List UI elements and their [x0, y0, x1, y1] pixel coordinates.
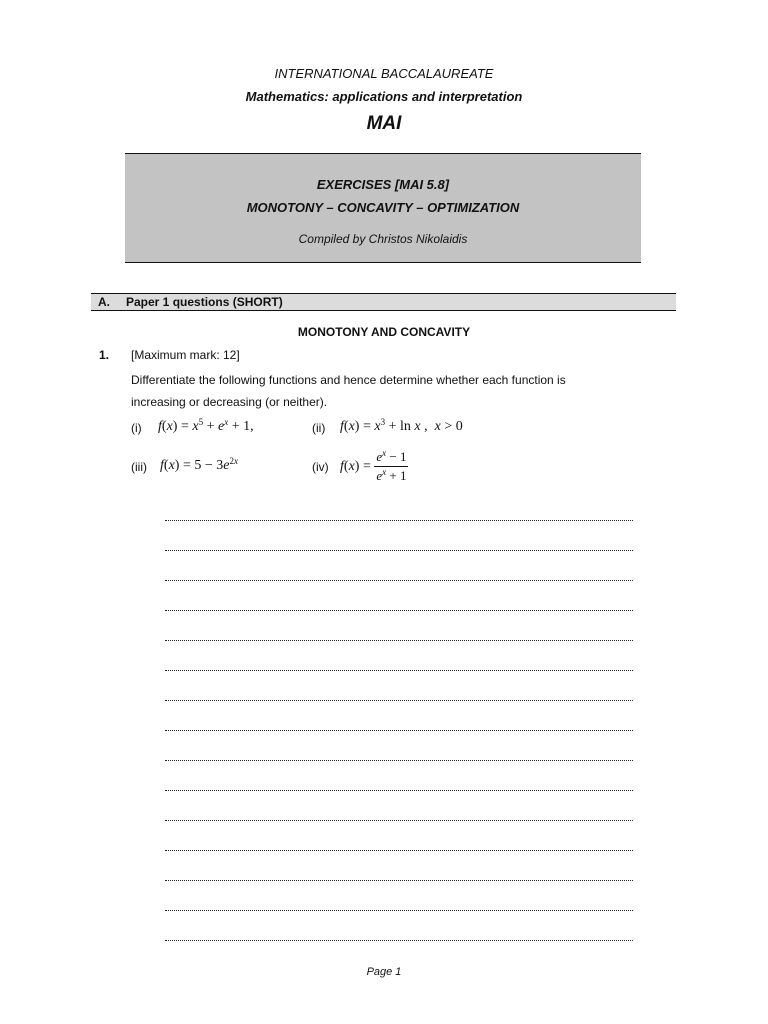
answer-line — [165, 820, 633, 821]
answer-line — [165, 520, 633, 521]
part-label-i: (i) — [131, 421, 142, 435]
exercise-title: EXERCISES [MAI 5.8] — [316, 177, 450, 192]
compiler-credit: Compiled by Christos Nikolaidis — [298, 232, 468, 246]
page-number: Page 1 — [366, 966, 402, 978]
part-expression-ii: $f(x) = x^3 + \ln x$ , x > 0 — [340, 417, 463, 434]
part-expression-iii: $f(x) = 5 - 3e^{2x}$ — [160, 456, 238, 473]
answer-line — [165, 880, 633, 881]
answer-line — [165, 580, 633, 581]
section-title: Paper 1 questions (SHORT) — [126, 295, 283, 309]
answer-line — [165, 610, 633, 611]
answer-line — [165, 670, 633, 671]
part-label-iv: (iv) — [312, 460, 329, 474]
title-banner — [125, 153, 641, 263]
part-label-ii: (ii) — [312, 421, 326, 435]
institution-name: INTERNATIONAL BACCALAUREATE — [274, 66, 494, 81]
answer-line — [165, 550, 633, 551]
course-code: MAI — [366, 113, 402, 134]
answer-line — [165, 910, 633, 911]
part-expression-i: $f(x) = x^5 + e^x + 1$, — [158, 417, 254, 434]
exercise-subtitle: MONOTONY – CONCAVITY – OPTIMIZATION — [246, 200, 520, 215]
answer-line — [165, 940, 633, 941]
answer-line — [165, 850, 633, 851]
question-text-line-2: increasing or decreasing (or neither). — [131, 395, 328, 409]
subsection-title: MONOTONY AND CONCAVITY — [297, 325, 471, 339]
answer-line — [165, 760, 633, 761]
answer-line — [165, 730, 633, 731]
answer-line — [165, 640, 633, 641]
part-expression-iv: f(x) = $\frac{e^x - 1}{e^x + 1}$ — [340, 448, 407, 483]
question-text-line-1: Differentiate the following functions and hence determine whether each function is — [131, 373, 566, 387]
answer-line — [165, 790, 633, 791]
answer-line — [165, 700, 633, 701]
course-subject: Mathematics: applications and interpretation — [245, 89, 523, 104]
section-letter: A. — [98, 295, 110, 309]
question-marks: [Maximum mark: 12] — [131, 348, 240, 362]
question-number: 1. — [99, 348, 110, 362]
fraction: $\frac{e^x - 1}{e^x + 1}$ — [376, 448, 407, 483]
part-label-iii: (iii) — [131, 460, 147, 474]
section-header — [91, 293, 676, 311]
